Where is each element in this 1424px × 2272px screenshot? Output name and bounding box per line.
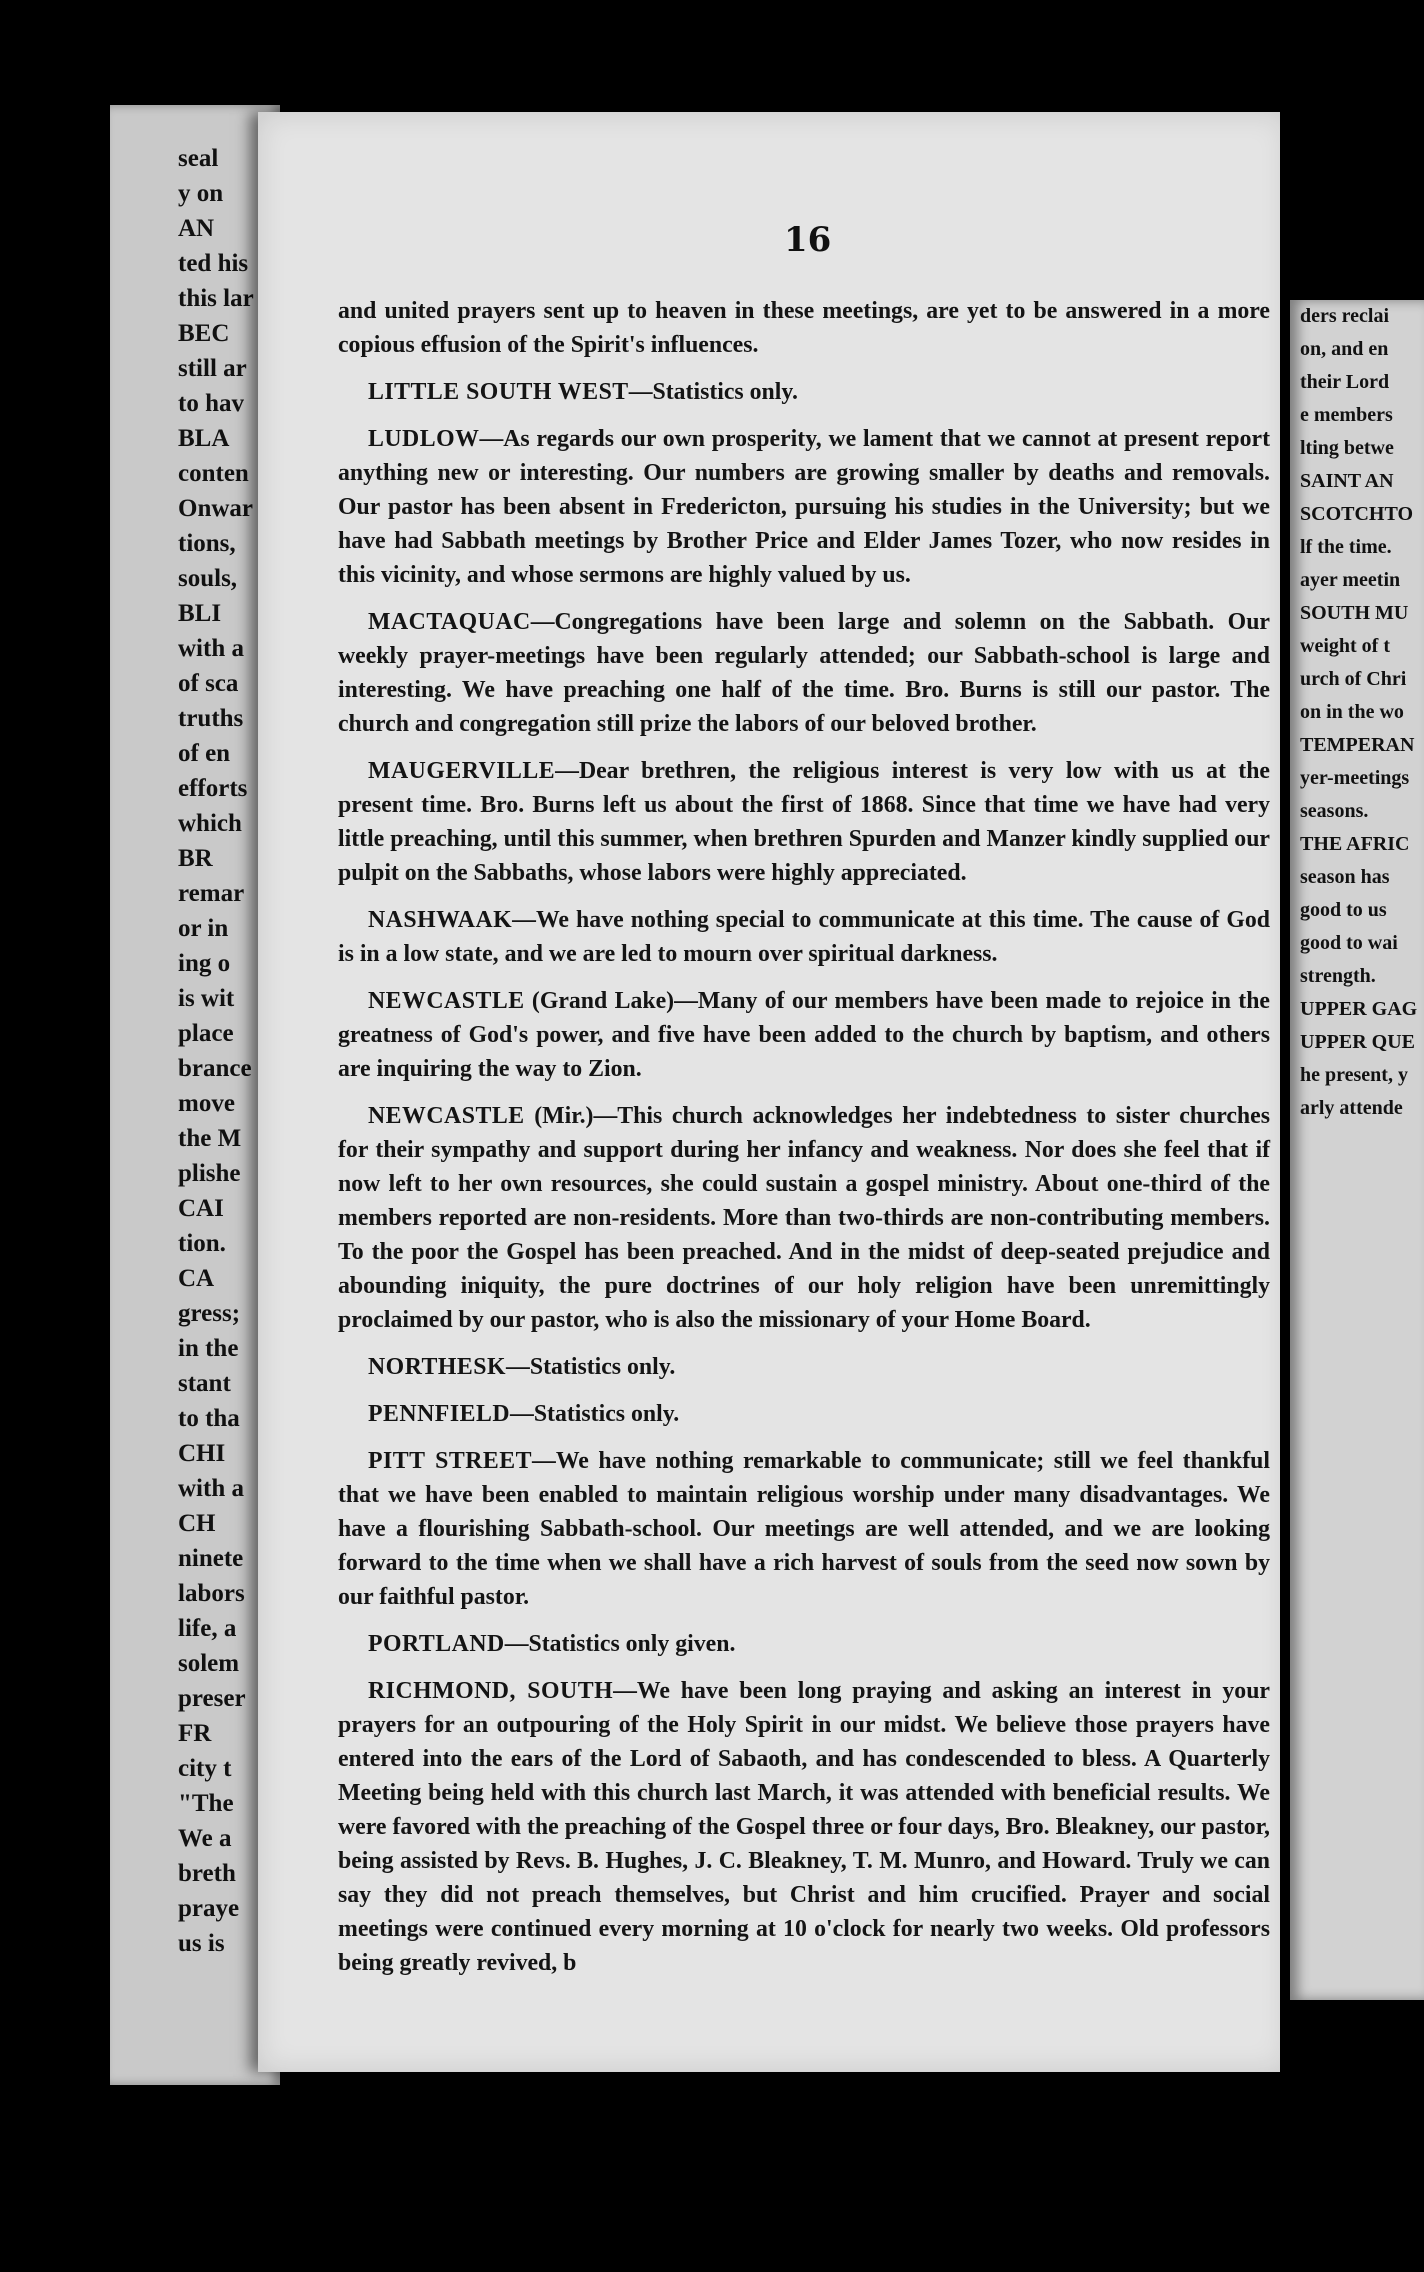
left-margin-line: life, a [178,1615,237,1642]
left-margin-line: gress; [178,1300,241,1327]
right-margin-line: he present, y [1300,1064,1408,1086]
right-margin-line: e members [1300,404,1393,426]
left-margin-line: city t [178,1755,232,1782]
paragraph [338,422,1270,592]
left-margin-line: ninete [178,1545,244,1572]
right-margin-line: strength. [1300,965,1376,987]
paragraph [338,754,1270,890]
right-margin-line: lf the time. [1300,536,1392,558]
page-number: 16 [784,220,832,260]
paragraph-heading: NEWCASTLE [368,988,525,1014]
paragraph-text: —We have nothing special to communicate at this time. The cause of God is in a low state, and we are led to mourn over spiritual darkness. [338,907,1270,967]
paragraph-heading: NASHWAAK [368,907,513,933]
left-margin-line: BLI [178,600,222,627]
paragraph [338,294,1270,362]
paragraph-heading: PENNFIELD [368,1401,511,1427]
left-margin-line: FR [178,1720,212,1747]
paragraph [338,605,1270,741]
paragraph [338,1397,1270,1431]
paragraph-text: —Congregations have been large and solemn on the Sabbath. Our weekly prayer-meetings have been regularly attended; our Sabbath-school is large and interesting. We have preaching one half of the time. Bro. Burns is still our pastor. The church and congregation still prize the labors of our beloved brother. [338,609,1270,737]
left-margin-line: tion. [178,1230,226,1257]
left-margin-line: is wit [178,985,235,1012]
left-margin-line: of sca [178,670,239,697]
left-margin-line: conten [178,460,249,487]
paragraph-text: —As regards our own prosperity, we lament that we cannot at present report anything new or interesting. Our numbers are growing smaller by deaths and removals. Our pastor has been absent in Fredericton, pursuing his studies in the University; but we have had Sabbath meetings by Brother Price and Elder James Tozer, who now resides in this vicinity, and whose sermons are highly valued by us. [338,426,1270,588]
paragraph [338,1627,1270,1661]
left-margin-line: this lar [178,285,254,312]
paragraph-heading: LUDLOW [368,426,480,452]
left-margin-line: plishe [178,1160,241,1187]
paragraph [338,1350,1270,1384]
paragraph-text: —We have nothing remarkable to communicate; still we feel thankful that we have been enabled to maintain religious worship under many disadvantages. We have a flourishing Sabbath-school. Our meetings are well attended, and we are looking forward to the time when we shall have a rich harvest of souls from the seed now sown by our faithful pastor. [338,1448,1270,1610]
left-margin-line: which [178,810,242,837]
left-margin-line: BEC [178,320,230,347]
right-margin-line: on, and en [1300,338,1389,360]
right-margin-line: good to us [1300,899,1387,921]
left-margin-line: of en [178,740,231,767]
paragraph-text: —Statistics only. [628,379,798,405]
main-page [258,112,1288,2072]
right-margin-line: their Lord [1300,371,1390,393]
left-margin-line: place [178,1020,234,1047]
right-margin-line: SCOTCHTO [1300,503,1413,525]
paragraph-heading: RICHMOND, SOUTH [368,1678,614,1704]
paragraph-heading: PITT STREET [368,1448,533,1474]
left-margin-line: BR [178,845,213,872]
left-margin-line: BLA [178,425,230,452]
left-margin-line: CA [178,1265,215,1292]
paragraph-text: (Mir.)—This church acknowledges her indebtedness to sister churches for their sympathy and support during her infancy and weakness. Nor does she feel that if now left to her own resources, she could sustain a gospel ministry. About one-third of the members reported are non-residents. More than two-thirds are non-contributing members. To the poor the Gospel has been preached. And in the midst of deep-seated prejudice and abounding iniquity, the pure doctrines of our holy religion have been unremittingly proclaimed by our pastor, who is also the missionary of your Home Board. [338,1103,1270,1333]
left-margin-line: with a [178,1475,244,1502]
paragraph [338,1099,1270,1337]
left-margin-line: ing o [178,950,231,977]
paragraph-text: (Grand Lake)—Many of our members have been made to rejoice in the greatness of God's power, and five have been added to the church by baptism, and others are inquiring the way to Zion. [338,988,1270,1082]
right-margin-line: season has [1300,866,1390,888]
right-margin-line: arly attende [1300,1097,1403,1119]
right-margin-line: SAINT AN [1300,470,1394,492]
left-margin-line: CAI [178,1195,224,1222]
left-margin-line: brance [178,1055,252,1082]
paragraph-text: —Statistics only. [510,1401,680,1427]
left-margin-line: or in [178,915,229,942]
left-margin-line: tions, [178,530,236,557]
paragraph [338,1674,1270,1980]
left-margin-line: "The [178,1790,234,1817]
right-margin-line: ayer meetin [1300,569,1401,591]
left-margin-line: efforts [178,775,248,802]
paragraph-heading: PORTLAND [368,1631,505,1657]
right-margin-line: weight of t [1300,635,1390,657]
left-margin-line: in the [178,1335,239,1362]
left-margin-line: ted his [178,250,249,277]
left-margin-line: souls, [178,565,238,592]
left-margin-line: Onwar [178,495,253,522]
left-margin-line: with a [178,635,244,662]
left-margin-line: praye [178,1895,240,1922]
left-margin-line: remar [178,880,245,907]
right-margin-line: THE AFRIC [1300,833,1410,855]
left-margin-line: solem [178,1650,240,1677]
left-margin-line: breth [178,1860,236,1887]
right-margin-line: ders reclai [1300,305,1390,327]
paragraph [338,1444,1270,1614]
paragraph-heading: NORTHESK [368,1354,507,1380]
right-margin-line: yer-meetings [1300,767,1410,789]
left-margin-line: y on [178,180,224,207]
left-margin-line: stant [178,1370,231,1397]
right-margin-line: UPPER QUE [1300,1031,1415,1053]
left-margin-line: seal [178,145,219,172]
left-margin-line: to hav [178,390,244,417]
paragraph [338,375,1270,409]
paragraph-heading: MAUGERVILLE [368,758,556,784]
left-margin-line: us is [178,1930,225,1957]
left-margin-line: the M [178,1125,242,1152]
right-margin-line: TEMPERAN [1300,734,1415,756]
paragraph-text: —Statistics only given. [504,1631,736,1657]
left-margin-line: preser [178,1685,246,1712]
paragraph [338,984,1270,1086]
left-margin-line: truths [178,705,244,732]
paragraph-text: and united prayers sent up to heaven in these meetings, are yet to be answered in a more copious effusion of the Spirit's influences. [338,298,1270,358]
right-margin-line: seasons. [1300,800,1369,822]
left-margin-line: We a [178,1825,232,1852]
left-margin-line: CH [178,1510,216,1537]
left-margin-line: labors [178,1580,245,1607]
right-margin-line: on in the wo [1300,701,1404,723]
paragraph-text: —Dear brethren, the religious interest is very low with us at the present time. Bro. Burns left us about the first of 1868. Since that time we have had very little preaching, until this summer, when brethren Spurden and Manzer kindly supplied our pulpit on the Sabbaths, whose labors were highly appreciated. [338,758,1270,886]
paragraph-heading: NEWCASTLE [368,1103,525,1129]
left-margin-line: still ar [178,355,247,382]
left-margin-line: move [178,1090,235,1117]
right-margin-line: lting betwe [1300,437,1394,459]
right-margin-line: urch of Chri [1300,668,1407,690]
paragraph-text: —Statistics only. [506,1354,676,1380]
paragraph-heading: MACTAQUAC [368,609,531,635]
right-margin-line: good to wai [1300,932,1398,954]
paragraph-heading: LITTLE SOUTH WEST [368,379,629,405]
paragraph [338,903,1270,971]
left-margin-line: AN [178,215,215,242]
right-margin-line: UPPER GAG [1300,998,1418,1020]
right-margin-line: SOUTH MU [1300,602,1409,624]
left-margin-line: CHI [178,1440,226,1467]
paragraph-text: —We have been long praying and asking an interest in your prayers for an outpouring of the Holy Spirit in our midst. We believe those prayers have entered into the ears of the Lord of Sabaoth, and has condescended to bless. A Quarterly Meeting being held with this church last March, it was attended with beneficial results. We were favored with the preaching of the Gospel three or four days, Bro. Bleakney, our pastor, being assisted by Revs. B. Hughes, J. C. Bleakney, T. M. Munro, and Howard. Truly we can say they did not preach themselves, but Christ and him crucified. Prayer and social meetings were continued every morning at 10 o'clock for nearly two weeks. Old professors being greatly revived, b [338,1678,1270,1976]
left-margin-line: to tha [178,1405,240,1432]
body-text [338,294,1270,1993]
